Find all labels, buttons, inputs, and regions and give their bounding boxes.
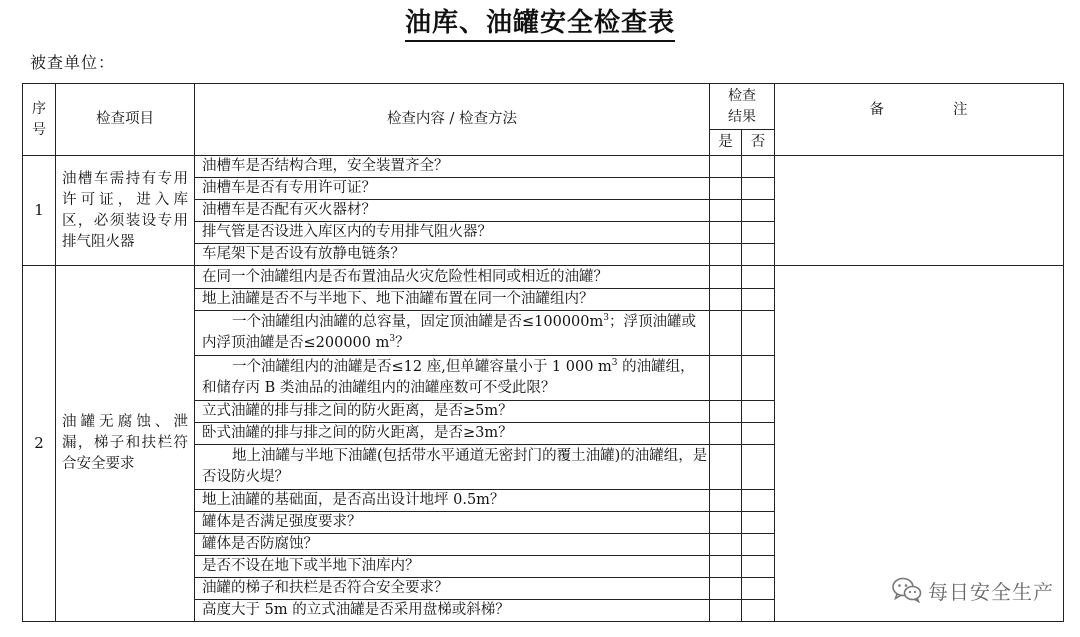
result-yes-cell[interactable] xyxy=(710,356,742,401)
header-result: 检查结果 xyxy=(710,84,775,130)
result-yes-cell[interactable] xyxy=(710,423,742,445)
check-content: 车尾架下是否设有放静电链条？ xyxy=(195,244,710,266)
result-no-cell[interactable] xyxy=(742,534,775,556)
remark-cell[interactable] xyxy=(775,156,1064,266)
watermark xyxy=(892,572,1054,608)
check-content: 油槽车是否有专用许可证？ xyxy=(195,178,710,200)
header-remark: 备 注 xyxy=(775,84,1064,156)
result-yes-cell[interactable] xyxy=(710,244,742,266)
header-no: 序号 xyxy=(23,84,56,156)
result-no-cell[interactable] xyxy=(742,178,775,200)
result-yes-cell[interactable] xyxy=(710,222,742,244)
result-no-cell[interactable] xyxy=(742,445,775,490)
section-item: 油槽车需持有专用许可证，进入库区，必须装设专用排气阻火器 xyxy=(56,156,195,266)
header-item: 检查项目 xyxy=(56,84,195,156)
header-yes: 是 xyxy=(710,130,742,156)
check-content: 一个油罐组内油罐的总容量，固定顶油罐是否$\le 100000m^3$；浮顶油罐或内浮顶油罐是否≤200000 $m^3$？ xyxy=(195,311,710,356)
result-yes-cell[interactable] xyxy=(710,311,742,356)
check-content: 罐体是否防腐蚀？ xyxy=(195,534,710,556)
header-no-col: 否 xyxy=(742,130,775,156)
result-no-cell[interactable] xyxy=(742,512,775,534)
header-content: 检查内容 / 检查方法 xyxy=(195,84,710,156)
result-no-cell[interactable] xyxy=(742,222,775,244)
result-yes-cell[interactable] xyxy=(710,600,742,622)
table-row xyxy=(23,266,1064,289)
result-no-cell[interactable] xyxy=(742,289,775,311)
section-number: 1 xyxy=(23,156,56,266)
result-yes-cell[interactable] xyxy=(710,445,742,490)
inspection-table xyxy=(22,83,1064,622)
check-content: 是否不设在地下或半地下油库内？ xyxy=(195,556,710,578)
result-no-cell[interactable] xyxy=(742,266,775,289)
check-content: 在同一个油罐组内是否布置油品火灾危险性相同或相近的油罐？ xyxy=(195,266,710,289)
result-no-cell[interactable] xyxy=(742,556,775,578)
result-yes-cell[interactable] xyxy=(710,178,742,200)
result-yes-cell[interactable] xyxy=(710,289,742,311)
page-title: 油库、油罐安全检查表 xyxy=(0,2,1080,39)
result-no-cell[interactable] xyxy=(742,356,775,401)
check-content: 地上油罐的基础面，是否高出设计地坪 0.5m？ xyxy=(195,490,710,512)
result-no-cell[interactable] xyxy=(742,423,775,445)
check-content: 油槽车是否配有灭火器材？ xyxy=(195,200,710,222)
header-row xyxy=(23,84,1064,130)
result-yes-cell[interactable] xyxy=(710,490,742,512)
check-content: 油罐的梯子和扶栏是否符合安全要求？ xyxy=(195,578,710,600)
result-yes-cell[interactable] xyxy=(710,556,742,578)
result-no-cell[interactable] xyxy=(742,578,775,600)
check-content: 罐体是否满足强度要求？ xyxy=(195,512,710,534)
result-yes-cell[interactable] xyxy=(710,534,742,556)
watermark-text: 每日安全生产 xyxy=(928,579,1054,604)
result-yes-cell[interactable] xyxy=(710,512,742,534)
result-no-cell[interactable] xyxy=(742,490,775,512)
result-yes-cell[interactable] xyxy=(710,401,742,423)
inspected-unit-label: 被查单位： xyxy=(30,53,116,72)
section-item: 油罐无腐蚀、泄漏，梯子和扶栏符合安全要求 xyxy=(56,266,195,622)
section-number: 2 xyxy=(23,266,56,622)
check-content: 一个油罐组内的油罐是否≤12 座,但单罐容量小于 1 000 $m^3$ 的油罐组，和储存丙 B 类油品的油罐组内的油罐座数可不受此限？ xyxy=(195,356,710,401)
check-content: 排气管是否设进入库区内的专用排气阻火器？ xyxy=(195,222,710,244)
wechat-icon xyxy=(892,577,922,603)
check-content: 立式油罐的排与排之间的防火距离，是否≥5m？ xyxy=(195,401,710,423)
result-yes-cell[interactable] xyxy=(710,200,742,222)
check-content: 油槽车是否结构合理，安全装置齐全？ xyxy=(195,156,710,178)
result-no-cell[interactable] xyxy=(742,244,775,266)
table-row xyxy=(23,156,1064,178)
result-no-cell[interactable] xyxy=(742,401,775,423)
result-no-cell[interactable] xyxy=(742,311,775,356)
result-no-cell[interactable] xyxy=(742,600,775,622)
check-content: 高度大于 5m 的立式油罐是否采用盘梯或斜梯？ xyxy=(195,600,710,622)
remark-cell[interactable] xyxy=(775,266,1064,622)
check-content: 卧式油罐的排与排之间的防火距离，是否≥3m？ xyxy=(195,423,710,445)
result-no-cell[interactable] xyxy=(742,200,775,222)
result-yes-cell[interactable] xyxy=(710,156,742,178)
result-yes-cell[interactable] xyxy=(710,578,742,600)
check-content: 地上油罐是否不与半地下、地下油罐布置在同一个油罐组内？ xyxy=(195,289,710,311)
result-no-cell[interactable] xyxy=(742,156,775,178)
check-content: 地上油罐与半地下油罐(包括带水平通道无密封门的覆土油罐)的油罐组，是否设防火堤？ xyxy=(195,445,710,490)
result-yes-cell[interactable] xyxy=(710,266,742,289)
